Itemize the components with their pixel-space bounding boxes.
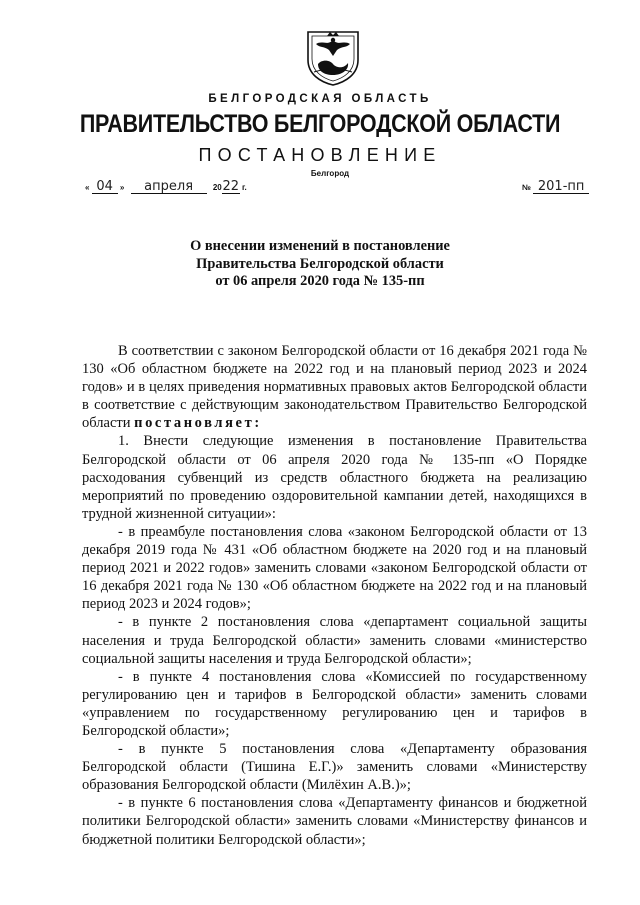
government-name: ПРАВИТЕЛЬСТВО БЕЛГОРОДСКОЙ ОБЛАСТИ (79, 110, 561, 138)
paragraph-item-5-change: - в пункте 5 постановления слова «Департаменту образования Белгородской области (Тишина Е.Г.)» заменить словами «Министерству образования Белгородской области (Милёхин А.В.)»; (82, 741, 587, 794)
number-label: № (522, 183, 531, 192)
date-open-quote: « (85, 183, 90, 192)
document-number (522, 180, 589, 194)
document-date (85, 180, 247, 194)
resolves-word: постановляет: (134, 415, 262, 432)
document-title (0, 238, 640, 291)
date-year-suffix: 22 (222, 179, 240, 194)
date-day: 04 (92, 180, 118, 194)
number-value: 201-пп (533, 180, 589, 194)
city-name: Белгород (310, 169, 350, 178)
document-type: ПОСТАНОВЛЕНИЕ (198, 145, 442, 165)
paragraph-1: 1. Внести следующие изменения в постановление Правительства Белгородской области от 06 апреля 2020 года № 135-пп «О Порядке расходования субвенций из средств областного бюджета на реализацию мероприятий по проведению оздоровительной кампании детей, находящихся в трудной жизненной ситуации»: (82, 433, 587, 522)
date-year-unit: г. (241, 183, 247, 192)
preamble-text: В соответствии с законом Белгородской области от 16 декабря 2021 года № 130 «Об областном бюджете на 2022 год и на плановый период 2023 и 2024 годов» и в целях приведения нормативных правовых актов Белгородской области в соответствие с действующим законодательством Правительство Белгородской области (82, 343, 587, 432)
date-year-prefix: 20 (212, 183, 222, 192)
region-name: БЕЛГОРОДСКАЯ ОБЛАСТЬ (208, 93, 432, 105)
paragraph-preamble-change: - в преамбуле постановления слова «законом Белгородской области от 13 декабря 2019 года № 431 «Об областном бюджете на 2020 год и на плановый период 2021 и 2022 годов» заменить словами «законом Белгородской области от 16 декабря 2021 года № 130 «Об областном бюджете на 2022 год и на плановый период 2023 и 2024 годов»; (82, 523, 587, 613)
title-line-1: О внесении изменений в постановление (190, 238, 450, 254)
date-close-quote: » (119, 183, 125, 192)
belgorod-coat-of-arms-icon (304, 26, 362, 86)
paragraph-item-6-change: - в пункте 6 постановления слова «Департаменту финансов и бюджетной политики Белгородской области» заменить словами «Министерству финансов и бюджетной политики Белгородской области»; (82, 795, 587, 848)
date-month: апреля (131, 180, 207, 194)
paragraph-item-2-change: - в пункте 2 постановления слова «департамент социальной защиты населения и труда Белгородской области» заменить словами «министерство социальной защиты населения и труда Белгородской области»; (82, 614, 587, 667)
document-body (82, 342, 587, 849)
title-line-2: Правительства Белгородской области (196, 255, 444, 272)
paragraph-item-4-change: - в пункте 4 постановления слова «Комиссией по государственному регулированию цен и тарифов в Белгородской области» заменить словами «управлением по государственному регулированию цен и тарифов в Белгородской области»; (82, 668, 587, 739)
preamble-paragraph (82, 342, 587, 432)
title-line-3: от 06 апреля 2020 года № 135-пп (215, 273, 425, 289)
